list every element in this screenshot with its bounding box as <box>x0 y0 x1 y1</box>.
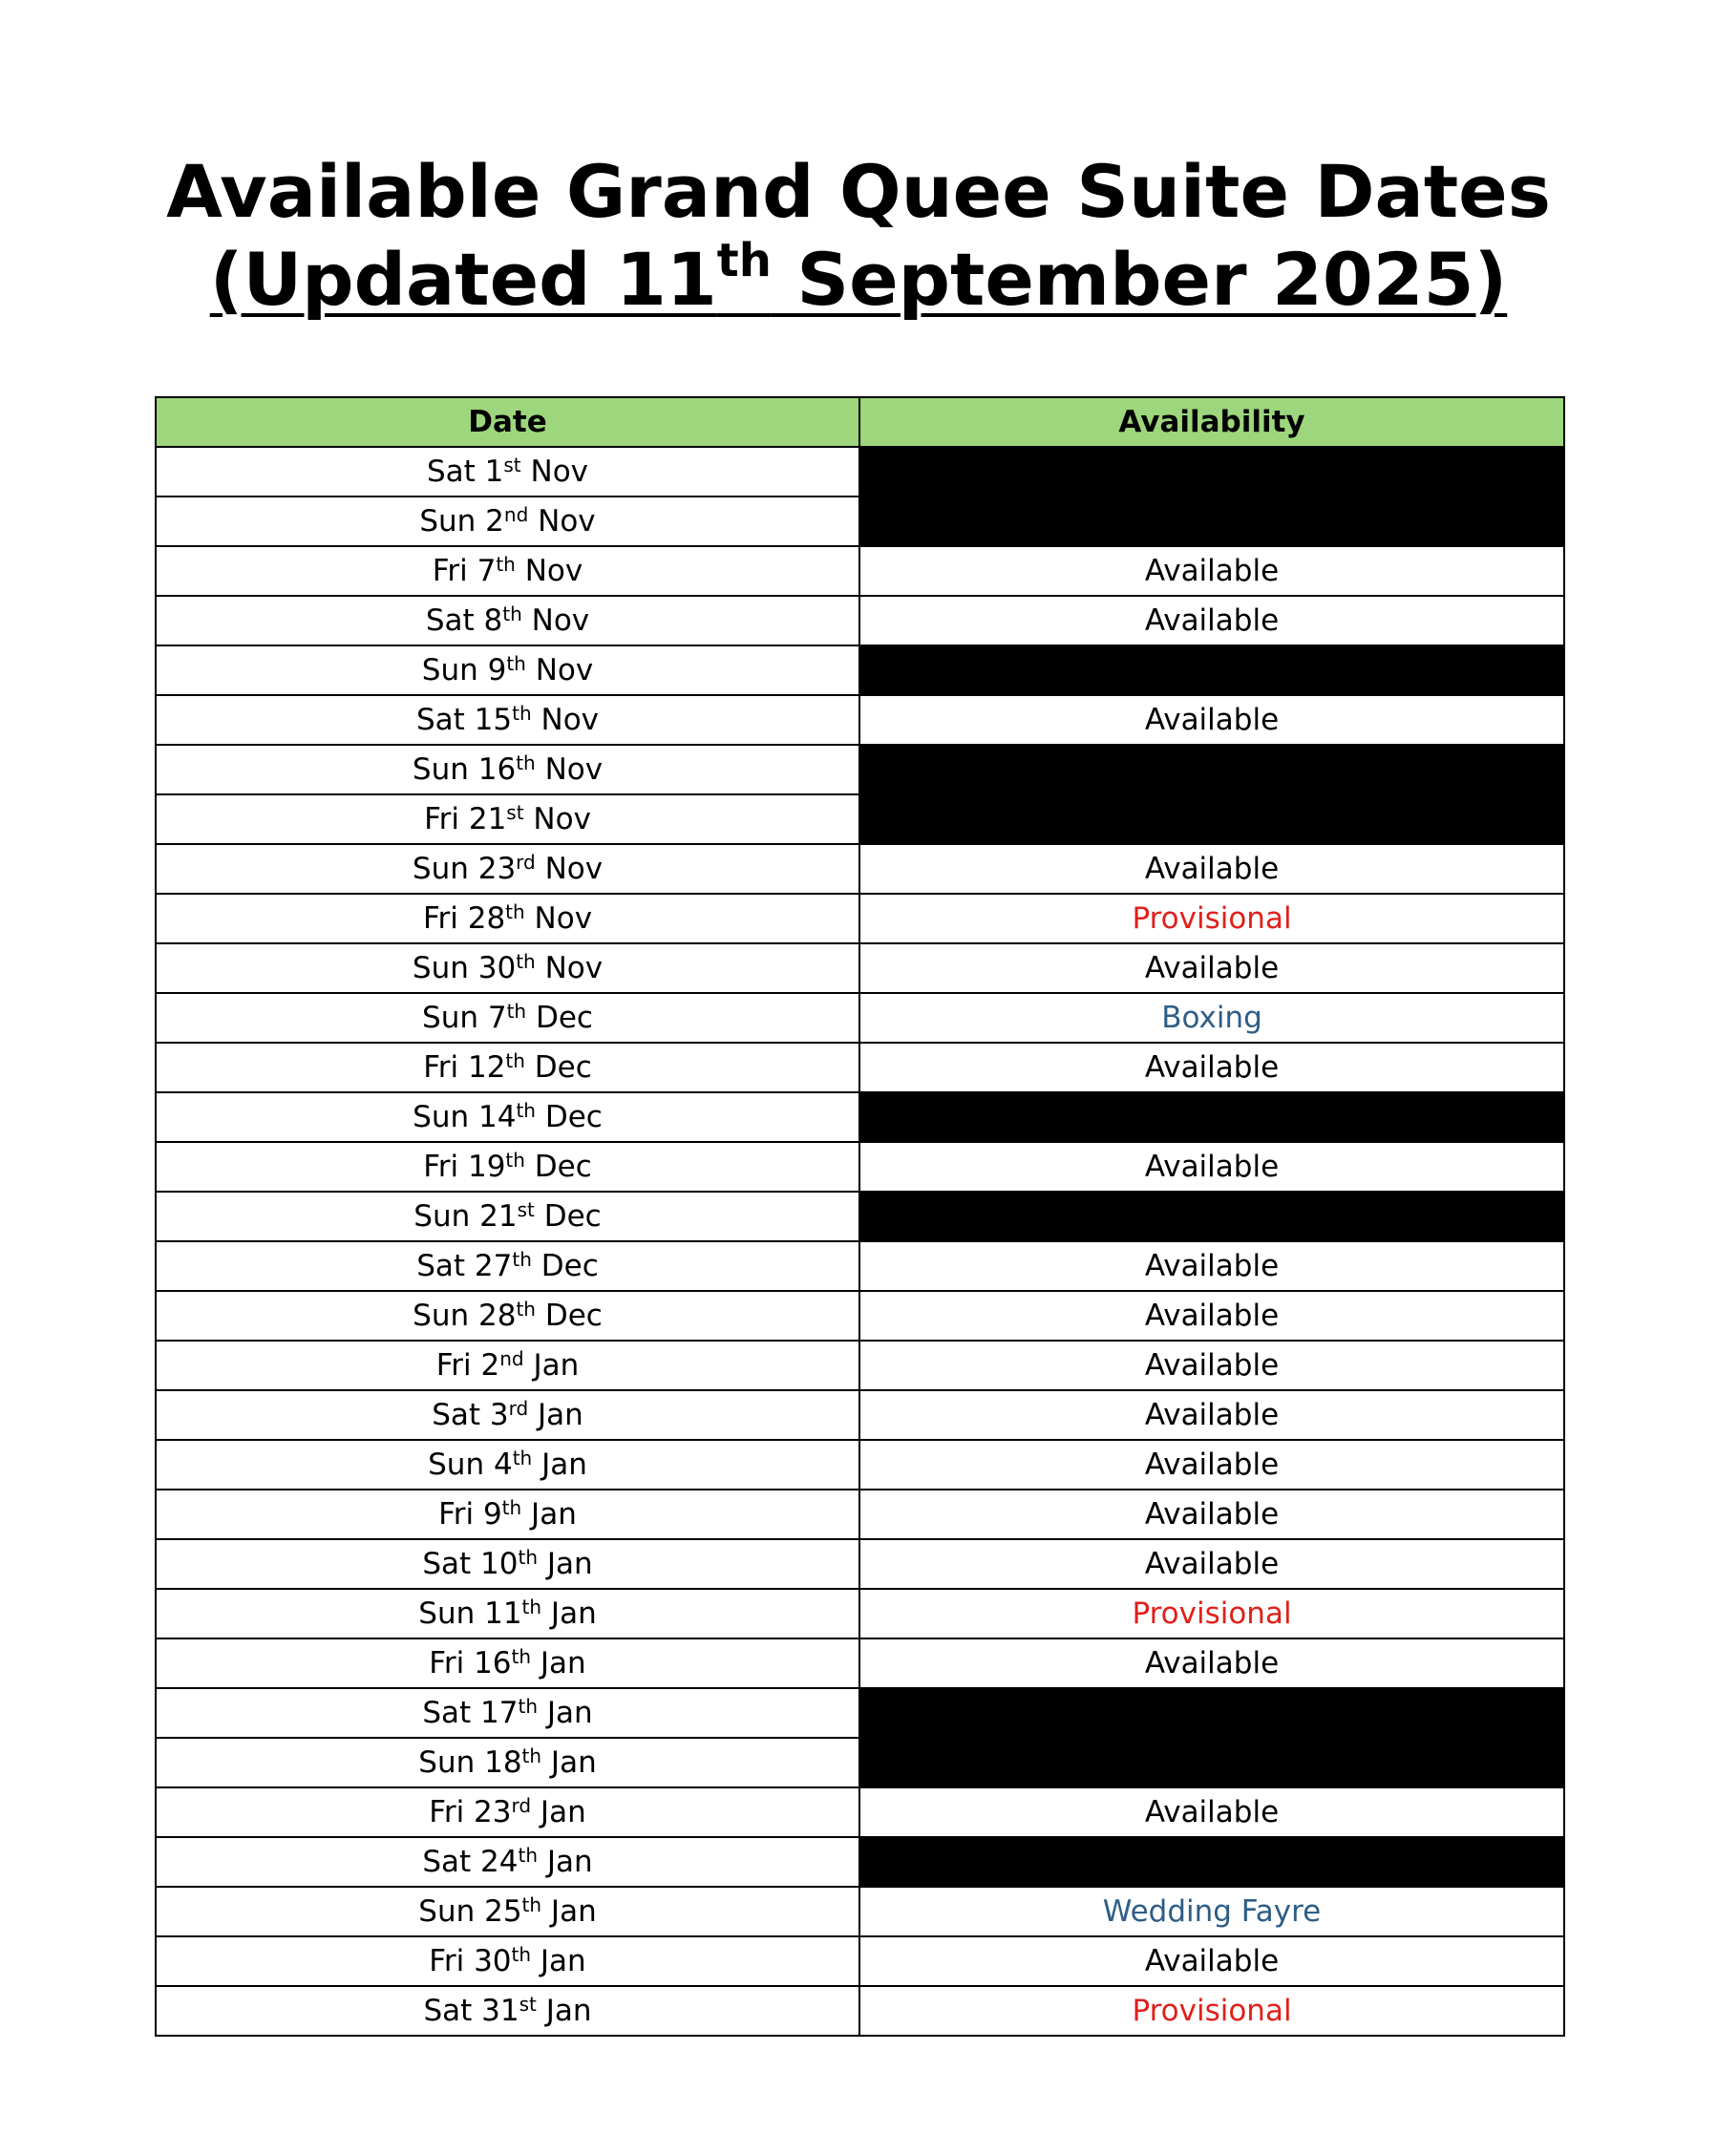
table-row <box>156 1688 1564 1738</box>
availability-cell: Available <box>859 596 1564 645</box>
date-cell: Sun 11th Jan <box>156 1589 859 1638</box>
table-row <box>156 1490 1564 1539</box>
blocked-cell <box>859 745 1564 844</box>
date-cell: Fri 9th Jan <box>156 1490 859 1539</box>
table-row <box>156 695 1564 745</box>
availability-cell: Available <box>859 1043 1564 1092</box>
table-row <box>156 1390 1564 1440</box>
availability-cell: Available <box>859 943 1564 993</box>
date-cell: Sat 10th Jan <box>156 1539 859 1589</box>
table-row <box>156 546 1564 596</box>
date-cell: Fri 2nd Jan <box>156 1341 859 1390</box>
availability-cell: Available <box>859 1787 1564 1837</box>
date-cell: Sat 15th Nov <box>156 695 859 745</box>
date-cell: Sun 7th Dec <box>156 993 859 1043</box>
availability-cell: Available <box>859 1390 1564 1440</box>
availability-cell: Available <box>859 1241 1564 1291</box>
date-cell: Sat 24th Jan <box>156 1837 859 1887</box>
table-row <box>156 1291 1564 1341</box>
table-body <box>156 447 1564 2036</box>
blocked-cell <box>859 447 1564 546</box>
date-cell: Sun 14th Dec <box>156 1092 859 1142</box>
table-row <box>156 894 1564 943</box>
date-cell: Sun 25th Jan <box>156 1887 859 1936</box>
availability-cell: Available <box>859 546 1564 596</box>
date-cell: Fri 23rd Jan <box>156 1787 859 1837</box>
availability-cell: Available <box>859 844 1564 894</box>
date-cell: Fri 16th Jan <box>156 1638 859 1688</box>
title-line-2: (Updated 11th September 2025) <box>209 234 1508 322</box>
table-row <box>156 1887 1564 1936</box>
date-cell: Sat 27th Dec <box>156 1241 859 1291</box>
blocked-cell <box>859 1192 1564 1241</box>
date-cell: Sat 3rd Jan <box>156 1390 859 1440</box>
date-cell: Sat 8th Nov <box>156 596 859 645</box>
availability-cell: Available <box>859 1142 1564 1192</box>
table-row <box>156 1440 1564 1490</box>
table-row <box>156 1986 1564 2036</box>
availability-cell: Provisional <box>859 1589 1564 1638</box>
date-cell: Sat 31st Jan <box>156 1986 859 2036</box>
date-cell: Sun 4th Jan <box>156 1440 859 1490</box>
date-cell: Fri 7th Nov <box>156 546 859 596</box>
table-row <box>156 745 1564 794</box>
date-cell: Fri 19th Dec <box>156 1142 859 1192</box>
table-row <box>156 1341 1564 1390</box>
date-cell: Fri 21st Nov <box>156 794 859 844</box>
blocked-cell <box>859 1092 1564 1142</box>
availability-cell: Boxing <box>859 993 1564 1043</box>
table-row <box>156 1539 1564 1589</box>
availability-cell: Available <box>859 1638 1564 1688</box>
availability-cell: Available <box>859 1490 1564 1539</box>
date-cell: Sun 2nd Nov <box>156 497 859 546</box>
table-row <box>156 596 1564 645</box>
table-row <box>156 1142 1564 1192</box>
table-row <box>156 993 1564 1043</box>
availability-cell: Available <box>859 1440 1564 1490</box>
blocked-cell <box>859 1837 1564 1887</box>
table-row <box>156 1192 1564 1241</box>
table-row <box>156 1241 1564 1291</box>
availability-cell: Provisional <box>859 894 1564 943</box>
table-row <box>156 844 1564 894</box>
table-header-row <box>156 397 1564 447</box>
date-cell: Fri 30th Jan <box>156 1936 859 1986</box>
date-cell: Sun 21st Dec <box>156 1192 859 1241</box>
date-cell: Sun 23rd Nov <box>156 844 859 894</box>
header-date: Date <box>156 397 859 447</box>
table-row <box>156 1638 1564 1688</box>
date-cell: Sat 17th Jan <box>156 1688 859 1738</box>
table-row <box>156 1837 1564 1887</box>
table-row <box>156 1043 1564 1092</box>
availability-cell: Provisional <box>859 1986 1564 2036</box>
availability-table <box>155 396 1565 2037</box>
availability-cell: Available <box>859 1936 1564 1986</box>
date-cell: Sun 18th Jan <box>156 1738 859 1787</box>
table-row <box>156 1936 1564 1986</box>
table-row <box>156 1589 1564 1638</box>
date-cell: Fri 28th Nov <box>156 894 859 943</box>
table-row <box>156 645 1564 695</box>
blocked-cell <box>859 645 1564 695</box>
availability-cell: Available <box>859 1291 1564 1341</box>
date-cell: Sun 9th Nov <box>156 645 859 695</box>
table-row <box>156 943 1564 993</box>
date-cell: Sun 28th Dec <box>156 1291 859 1341</box>
availability-cell: Wedding Fayre <box>859 1887 1564 1936</box>
table-row <box>156 1092 1564 1142</box>
title-line-1: Available Grand Quee Suite Dates <box>166 149 1551 234</box>
page-title <box>0 148 1717 324</box>
date-cell: Fri 12th Dec <box>156 1043 859 1092</box>
availability-cell: Available <box>859 1341 1564 1390</box>
date-cell: Sun 16th Nov <box>156 745 859 794</box>
availability-cell: Available <box>859 1539 1564 1589</box>
blocked-cell <box>859 1688 1564 1787</box>
table-row <box>156 1787 1564 1837</box>
header-availability: Availability <box>859 397 1564 447</box>
date-cell: Sun 30th Nov <box>156 943 859 993</box>
date-cell: Sat 1st Nov <box>156 447 859 497</box>
availability-cell: Available <box>859 695 1564 745</box>
table-row <box>156 447 1564 497</box>
